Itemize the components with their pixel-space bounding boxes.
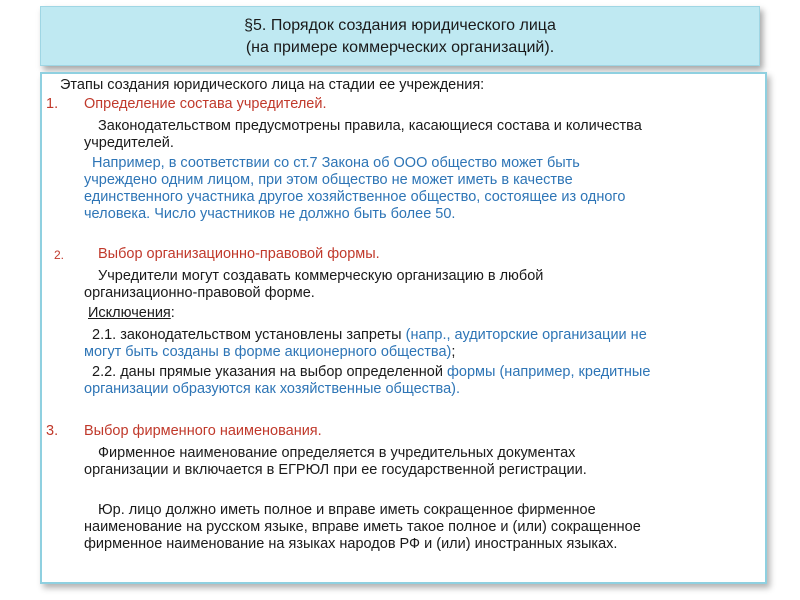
- exception-2-1: 2.1. законодательством установлены запреты (напр., аудиторские организации не: [92, 327, 647, 343]
- intro-text: Этапы создания юридического лица на стадии ее учреждения:: [60, 77, 485, 93]
- stage3-heading: Выбор фирменного наименования.: [84, 423, 322, 439]
- exception-2-1-cont: могут быть созданы в форме акционерного общества);: [84, 344, 456, 360]
- stage1-number: 1.: [46, 96, 59, 112]
- stage3-name-line-3: фирменное наименование на языках народов РФ и (или) иностранных языках.: [84, 536, 618, 552]
- stage1-text-line-1: Законодательством предусмотрены правила, касающиеся состава и количества: [98, 118, 642, 134]
- stage1-example-line-1: Например, в соответствии со ст.7 Закона об ООО общество может быть: [92, 155, 580, 171]
- exceptions-label: Исключения:: [88, 305, 175, 321]
- stage3-text-line-1: Фирменное наименование определяется в учредительных документах: [98, 445, 576, 461]
- title-line-1: §5. Порядок создания юридического лица: [244, 17, 556, 34]
- stage1-heading: Определение состава учредителей.: [84, 96, 327, 112]
- exception-2-2: 2.2. даны прямые указания на выбор определенной формы (например, кредитные: [92, 364, 651, 380]
- stage2-text-line-1: Учредители могут создавать коммерческую организацию в любой: [98, 268, 544, 284]
- stage1-text-line-2: учредителей.: [84, 135, 174, 151]
- title-line-2: (на примере коммерческих организаций).: [245, 39, 555, 56]
- stage3-text-line-2: организации и включается в ЕГРЮЛ при ее государственной регистрации.: [84, 462, 587, 478]
- stage3-number: 3.: [46, 423, 59, 439]
- stage1-example-line-3: единственного участника другое хозяйственное общество, состоящее из одного: [84, 189, 626, 205]
- stage2-text-line-2: организационно-правовой форме.: [84, 285, 315, 301]
- stage1-example-line-2: учреждено одним лицом, при этом общество не может иметь в качестве: [84, 172, 573, 188]
- stage2-heading: Выбор организационно-правовой формы.: [98, 246, 380, 262]
- stage1-example-line-4: человека. Число участников не должно быть более 50.: [84, 206, 456, 222]
- exception-2-2-cont: организации образуются как хозяйственные общества).: [84, 381, 461, 397]
- stage3-name-line-1: Юр. лицо должно иметь полное и вправе иметь сокращенное фирменное: [98, 502, 596, 518]
- stage2-number: 2.: [54, 248, 65, 262]
- stage3-name-line-2: наименование на русском языке, вправе иметь такое полное и (или) сокращенное: [84, 519, 641, 535]
- slide-title: [40, 6, 760, 66]
